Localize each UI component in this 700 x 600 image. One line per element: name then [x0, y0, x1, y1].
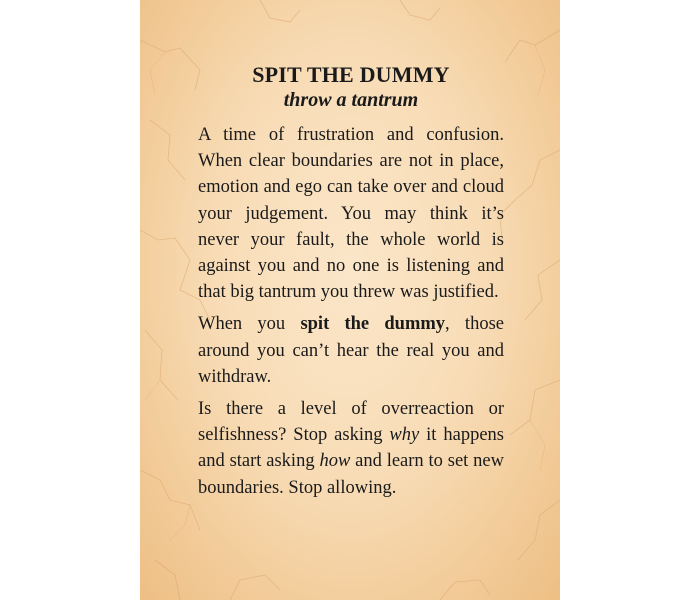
paragraph-3-part2: it happens and start asking — [198, 425, 504, 472]
paragraph-3 — [198, 396, 504, 501]
paragraph-2-before: When you — [198, 314, 301, 335]
paragraph-2 — [198, 311, 504, 390]
card-text — [198, 62, 504, 507]
parchment-card — [140, 0, 560, 600]
paragraph-3-part1: Is there a level of overreaction or selfishness? Stop asking — [198, 399, 504, 446]
paragraph-3-italic-why: why — [389, 425, 420, 446]
paragraph-3-italic-how: how — [319, 451, 351, 472]
card-title: SPIT THE DUMMY — [252, 62, 450, 87]
card-subtitle: throw a tantrum — [283, 89, 419, 111]
paragraph-1: A time of frustration and confusion. When clear boundaries are not in place, emotion and ego can take over and cloud your judgement. You may think it’s never your fault, the whole world is against you and no one is listening and that big tantrum you threw was justified. — [198, 125, 504, 303]
paragraph-2-after: , those around you can’t hear the real you and withdraw. — [198, 314, 504, 387]
paragraph-2-bold: spit the dummy — [300, 314, 446, 335]
paragraph-3-part3: and learn to set new boundaries. Stop allowing. — [198, 451, 504, 498]
